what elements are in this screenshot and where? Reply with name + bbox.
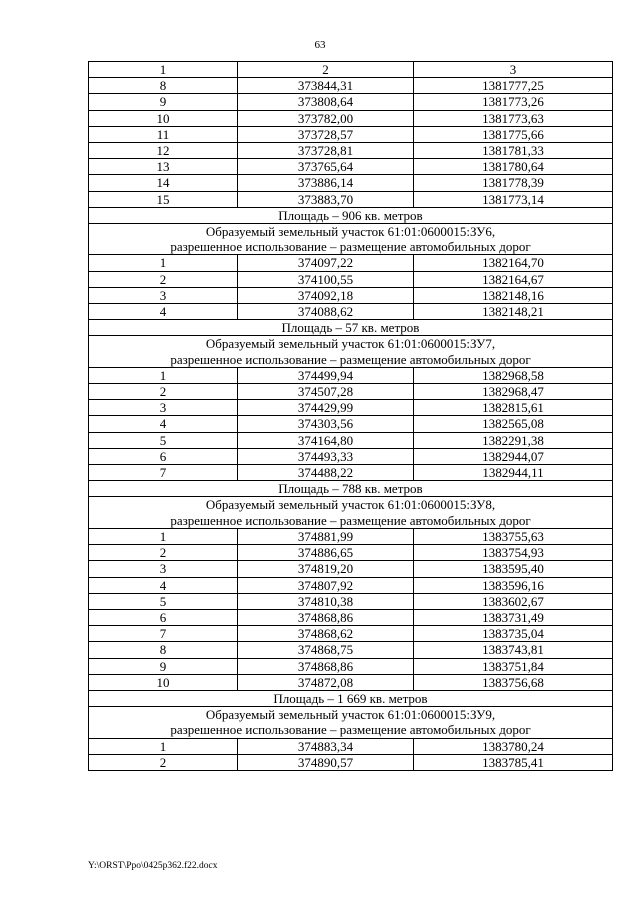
coordinate-row: [89, 110, 613, 126]
plot-usage: разрешенное использование – размещение автомобильных дорог: [170, 239, 531, 255]
point-number-cell: 11: [89, 126, 238, 142]
y-coordinate-cell: 1382291,38: [414, 432, 613, 448]
x-coordinate-cell: 374097,22: [238, 255, 414, 271]
plot-heading-row: [89, 497, 613, 528]
point-number-cell: 6: [89, 609, 238, 625]
y-coordinate-cell: 1381775,66: [414, 126, 613, 142]
coordinates-table: [88, 61, 613, 771]
point-number-cell: 12: [89, 143, 238, 159]
area-cell: Площадь – 906 кв. метров: [89, 207, 613, 223]
point-number-cell: 2: [89, 545, 238, 561]
y-coordinate-cell: 1382164,70: [414, 255, 613, 271]
coordinate-row: [89, 126, 613, 142]
x-coordinate-cell: 374493,33: [238, 448, 414, 464]
y-coordinate-cell: 1383743,81: [414, 642, 613, 658]
point-number-cell: 7: [89, 626, 238, 642]
x-coordinate-cell: 373883,70: [238, 191, 414, 207]
point-number-cell: 5: [89, 432, 238, 448]
y-coordinate-cell: 1383751,84: [414, 658, 613, 674]
y-coordinate-cell: 1383756,68: [414, 674, 613, 690]
y-coordinate-cell: 1381777,25: [414, 78, 613, 94]
x-coordinate-cell: 374807,92: [238, 577, 414, 593]
x-coordinate-cell: 374488,22: [238, 465, 414, 481]
x-coordinate-cell: 374088,62: [238, 304, 414, 320]
y-coordinate-cell: 1382944,07: [414, 448, 613, 464]
coordinate-row: [89, 609, 613, 625]
table-header-row: [89, 62, 613, 78]
coordinate-row: [89, 255, 613, 271]
area-cell: Площадь – 788 кв. метров: [89, 481, 613, 497]
point-number-cell: 4: [89, 416, 238, 432]
y-coordinate-cell: 1382164,67: [414, 271, 613, 287]
y-coordinate-cell: 1383731,49: [414, 609, 613, 625]
coordinates-table-body: [89, 62, 613, 771]
point-number-cell: 1: [89, 255, 238, 271]
plot-heading-cell: [89, 497, 613, 528]
coordinate-row: [89, 626, 613, 642]
x-coordinate-cell: 374429,99: [238, 400, 414, 416]
coordinate-row: [89, 738, 613, 754]
point-number-cell: 10: [89, 110, 238, 126]
coordinate-row: [89, 642, 613, 658]
y-coordinate-cell: 1383595,40: [414, 561, 613, 577]
point-number-cell: 8: [89, 642, 238, 658]
area-row: [89, 207, 613, 223]
area-row: [89, 690, 613, 706]
point-number-cell: 8: [89, 78, 238, 94]
y-coordinate-cell: 1381773,14: [414, 191, 613, 207]
point-number-cell: 13: [89, 159, 238, 175]
x-coordinate-cell: 374499,94: [238, 367, 414, 383]
x-coordinate-cell: 373808,64: [238, 94, 414, 110]
plot-title: Образуемый земельный участок 61:01:0600015:ЗУ6,: [205, 224, 496, 240]
x-coordinate-cell: 373782,00: [238, 110, 414, 126]
plot-title: Образуемый земельный участок 61:01:0600015:ЗУ9,: [205, 707, 496, 723]
coordinate-row: [89, 400, 613, 416]
coordinate-row: [89, 287, 613, 303]
x-coordinate-cell: 374872,08: [238, 674, 414, 690]
y-coordinate-cell: 1382968,47: [414, 384, 613, 400]
y-coordinate-cell: 1381781,33: [414, 143, 613, 159]
x-coordinate-cell: 374883,34: [238, 738, 414, 754]
x-coordinate-cell: 373728,81: [238, 143, 414, 159]
point-number-cell: 14: [89, 175, 238, 191]
y-coordinate-cell: 1381778,39: [414, 175, 613, 191]
point-number-cell: 1: [89, 367, 238, 383]
y-coordinate-cell: 1382944,11: [414, 465, 613, 481]
x-coordinate-cell: 374303,56: [238, 416, 414, 432]
y-coordinate-cell: 1382815,61: [414, 400, 613, 416]
point-number-cell: 2: [89, 754, 238, 770]
plot-usage: разрешенное использование – размещение автомобильных дорог: [170, 722, 531, 738]
point-number-cell: 3: [89, 400, 238, 416]
x-coordinate-cell: 374164,80: [238, 432, 414, 448]
point-number-cell: 7: [89, 465, 238, 481]
coordinate-row: [89, 191, 613, 207]
y-coordinate-cell: 1381773,63: [414, 110, 613, 126]
coordinate-row: [89, 545, 613, 561]
coordinate-row: [89, 304, 613, 320]
page-number: 63: [314, 39, 326, 51]
y-coordinate-cell: 1381773,26: [414, 94, 613, 110]
point-number-cell: 3: [89, 287, 238, 303]
x-coordinate-cell: 373844,31: [238, 78, 414, 94]
y-coordinate-cell: 1383754,93: [414, 545, 613, 561]
y-coordinate-cell: 1382148,21: [414, 304, 613, 320]
y-coordinate-cell: 1382565,08: [414, 416, 613, 432]
y-coordinate-cell: 1383785,41: [414, 754, 613, 770]
coordinate-row: [89, 271, 613, 287]
plot-heading-cell: [89, 336, 613, 367]
footer-file-path: Y:\ORST\Ppo\0425p362.f22.docx: [88, 861, 218, 871]
plot-title: Образуемый земельный участок 61:01:0600015:ЗУ7,: [205, 336, 496, 352]
x-coordinate-cell: 374890,57: [238, 754, 414, 770]
coordinate-row: [89, 561, 613, 577]
coordinate-row: [89, 175, 613, 191]
y-coordinate-cell: 1383602,67: [414, 593, 613, 609]
x-coordinate-cell: 374868,86: [238, 658, 414, 674]
point-number-cell: 15: [89, 191, 238, 207]
header-cell-x: 2: [238, 62, 414, 78]
coordinate-row: [89, 754, 613, 770]
plot-title: Образуемый земельный участок 61:01:0600015:ЗУ8,: [205, 497, 496, 513]
plot-heading-row: [89, 224, 613, 255]
coordinate-row: [89, 528, 613, 544]
coordinate-row: [89, 448, 613, 464]
coordinate-row: [89, 432, 613, 448]
x-coordinate-cell: 374868,86: [238, 609, 414, 625]
y-coordinate-cell: 1381780,64: [414, 159, 613, 175]
y-coordinate-cell: 1383780,24: [414, 738, 613, 754]
coordinate-row: [89, 593, 613, 609]
x-coordinate-cell: 374100,55: [238, 271, 414, 287]
plot-heading-cell: [89, 707, 613, 738]
y-coordinate-cell: 1383596,16: [414, 577, 613, 593]
plot-usage: разрешенное использование – размещение автомобильных дорог: [170, 512, 531, 528]
coordinate-row: [89, 416, 613, 432]
point-number-cell: 1: [89, 738, 238, 754]
coordinate-row: [89, 465, 613, 481]
x-coordinate-cell: 373765,64: [238, 159, 414, 175]
header-cell-y: 3: [414, 62, 613, 78]
coordinate-row: [89, 159, 613, 175]
area-cell: Площадь – 1 669 кв. метров: [89, 690, 613, 706]
x-coordinate-cell: 374810,38: [238, 593, 414, 609]
y-coordinate-cell: 1382148,16: [414, 287, 613, 303]
y-coordinate-cell: 1382968,58: [414, 367, 613, 383]
point-number-cell: 1: [89, 528, 238, 544]
point-number-cell: 4: [89, 304, 238, 320]
coordinate-row: [89, 658, 613, 674]
x-coordinate-cell: 373728,57: [238, 126, 414, 142]
point-number-cell: 2: [89, 271, 238, 287]
point-number-cell: 9: [89, 94, 238, 110]
point-number-cell: 4: [89, 577, 238, 593]
plot-heading-row: [89, 707, 613, 738]
x-coordinate-cell: 374507,28: [238, 384, 414, 400]
coordinate-row: [89, 78, 613, 94]
point-number-cell: 2: [89, 384, 238, 400]
coordinate-row: [89, 674, 613, 690]
area-cell: Площадь – 57 кв. метров: [89, 320, 613, 336]
y-coordinate-cell: 1383735,04: [414, 626, 613, 642]
x-coordinate-cell: 374092,18: [238, 287, 414, 303]
plot-heading-cell: [89, 224, 613, 255]
plot-heading-row: [89, 336, 613, 367]
coordinate-row: [89, 577, 613, 593]
area-row: [89, 481, 613, 497]
point-number-cell: 9: [89, 658, 238, 674]
x-coordinate-cell: 374868,75: [238, 642, 414, 658]
x-coordinate-cell: 374819,20: [238, 561, 414, 577]
plot-usage: разрешенное использование – размещение автомобильных дорог: [170, 351, 531, 367]
coordinate-row: [89, 94, 613, 110]
x-coordinate-cell: 374881,99: [238, 528, 414, 544]
point-number-cell: 3: [89, 561, 238, 577]
point-number-cell: 10: [89, 674, 238, 690]
area-row: [89, 320, 613, 336]
coordinate-row: [89, 384, 613, 400]
x-coordinate-cell: 374886,65: [238, 545, 414, 561]
x-coordinate-cell: 374868,62: [238, 626, 414, 642]
point-number-cell: 5: [89, 593, 238, 609]
point-number-cell: 6: [89, 448, 238, 464]
x-coordinate-cell: 373886,14: [238, 175, 414, 191]
coordinate-row: [89, 367, 613, 383]
header-cell-point: 1: [89, 62, 238, 78]
coordinate-row: [89, 143, 613, 159]
y-coordinate-cell: 1383755,63: [414, 528, 613, 544]
